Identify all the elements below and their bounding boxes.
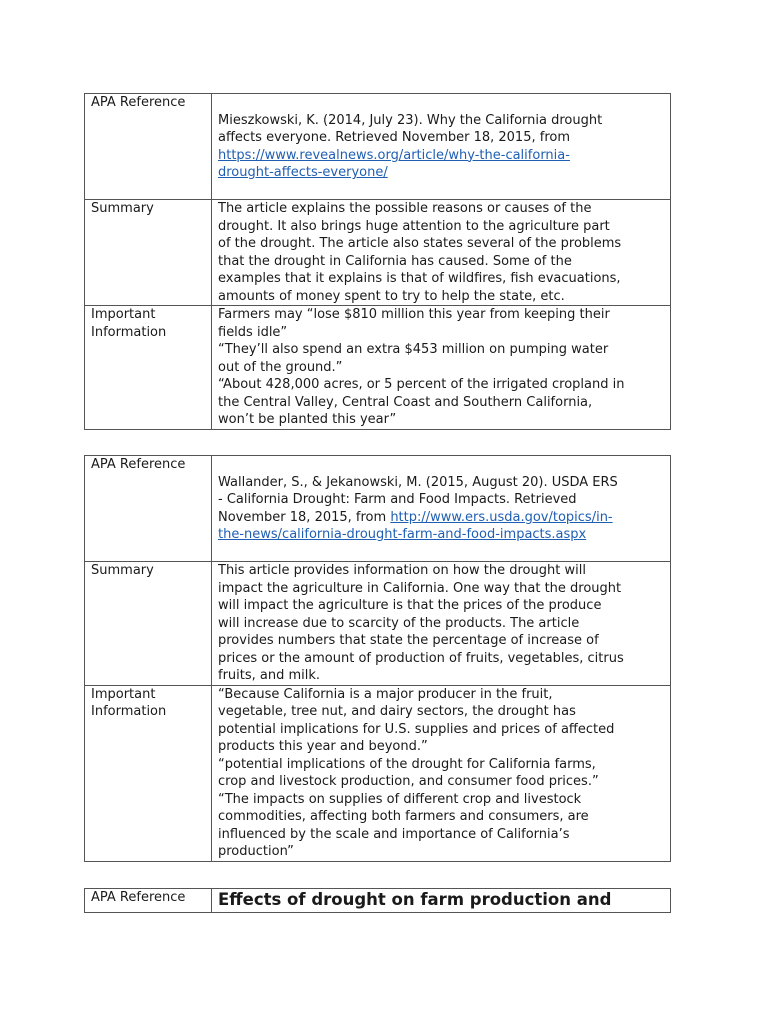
label-text: Summary xyxy=(91,201,154,216)
citation-link[interactable]: http://www.ers.usda.gov/topics/in- xyxy=(390,509,613,525)
citation-link[interactable]: https://www.revealnews.org/article/why-the-california- xyxy=(218,147,570,163)
text-line xyxy=(218,94,664,112)
text-line: the Central Valley, Central Coast and Southern California, xyxy=(218,394,593,410)
important-information-row xyxy=(85,685,671,861)
text-line: out of the ground.” xyxy=(218,359,343,375)
apa-reference-row xyxy=(85,456,671,562)
article-heading xyxy=(212,889,671,913)
summary-row xyxy=(85,200,671,306)
important-information-text xyxy=(212,685,671,861)
text-line: influenced by the scale and importance of California’s xyxy=(218,826,570,842)
row-label xyxy=(85,306,212,430)
text-line: products this year and beyond.” xyxy=(218,739,428,754)
citation-link[interactable]: the-news/california-drought-farm-and-food-impacts.aspx xyxy=(218,527,587,542)
reference-table-2 xyxy=(84,455,671,862)
label-text: APA Reference xyxy=(91,95,186,110)
apa-reference-row xyxy=(85,94,671,200)
text-line: “potential implications of the drought for California farms, xyxy=(218,756,596,772)
text-line: crop and livestock production, and consumer food prices.” xyxy=(218,774,599,789)
apa-reference-row xyxy=(85,889,671,913)
summary-text xyxy=(212,200,671,306)
text-line: “Because California is a major producer in the fruit, xyxy=(218,686,553,702)
row-label xyxy=(85,94,212,200)
label-text: Summary xyxy=(91,563,154,578)
label-text: APA Reference xyxy=(91,890,186,905)
reference-table-1 xyxy=(84,93,671,430)
text-fragment: November 18, 2015, from xyxy=(218,509,391,525)
important-information-text xyxy=(212,306,671,430)
text-line: fruits, and milk. xyxy=(218,668,321,683)
apa-citation xyxy=(212,456,671,562)
label-text: APA Reference xyxy=(91,457,186,472)
text-line: This article provides information on how the drought will xyxy=(218,563,586,578)
text-line: provides numbers that state the percentage of increase of xyxy=(218,633,599,648)
text-line: that the drought in California has caused. Some of the xyxy=(218,253,572,269)
text-line: prices or the amount of production of fruits, vegetables, citrus xyxy=(218,650,624,666)
summary-row xyxy=(85,562,671,686)
text-line: vegetable, tree nut, and dairy sectors, the drought has xyxy=(218,704,576,719)
important-information-row xyxy=(85,306,671,430)
text-line xyxy=(218,456,664,474)
text-line: will impact the agriculture is that the prices of the produce xyxy=(218,598,602,613)
text-line: will increase due to scarcity of the products. The article xyxy=(218,615,580,631)
row-label xyxy=(85,685,212,861)
text-line: of the drought. The article also states several of the problems xyxy=(218,236,622,251)
apa-citation xyxy=(212,94,671,200)
heading-text: Effects of drought on farm production and xyxy=(218,890,612,909)
row-label xyxy=(85,889,212,913)
text-line: Wallander, S., & Jekanowski, M. (2015, August 20). USDA ERS xyxy=(218,474,618,490)
text-line: won’t be planted this year” xyxy=(218,412,397,427)
label-text: Information xyxy=(91,704,167,719)
row-label xyxy=(85,562,212,686)
citation-link[interactable]: drought-affects-everyone/ xyxy=(218,165,388,180)
text-line: production” xyxy=(218,844,294,859)
text-line: drought. It also brings huge attention to the agriculture part xyxy=(218,218,610,234)
text-line: commodities, affecting both farmers and consumers, are xyxy=(218,809,589,824)
reference-table-3 xyxy=(84,888,671,913)
text-line: examples that it explains is that of wildfires, fish evacuations, xyxy=(218,271,621,286)
row-label xyxy=(85,456,212,562)
text-line: “The impacts on supplies of different crop and livestock xyxy=(218,791,582,807)
label-text: Important xyxy=(91,307,156,322)
text-line: Mieszkowski, K. (2014, July 23). Why the California drought xyxy=(218,112,603,128)
summary-text xyxy=(212,562,671,686)
text-line: - California Drought: Farm and Food Impacts. Retrieved xyxy=(218,492,577,507)
text-line: fields idle” xyxy=(218,324,288,340)
text-line: impact the agriculture in California. One way that the drought xyxy=(218,580,622,596)
row-label xyxy=(85,200,212,306)
label-text: Important xyxy=(91,686,156,702)
text-line: “About 428,000 acres, or 5 percent of the irrigated cropland in xyxy=(218,377,625,392)
label-text: Information xyxy=(91,324,167,340)
text-line: affects everyone. Retrieved November 18, 2015, from xyxy=(218,130,570,145)
text-line xyxy=(218,509,664,527)
text-line: The article explains the possible reasons or causes of the xyxy=(218,201,592,216)
text-line: amounts of money spent to try to help the state, etc. xyxy=(218,288,565,304)
text-line: “They’ll also spend an extra $453 million on pumping water xyxy=(218,342,609,357)
text-line: Farmers may “lose $810 million this year from keeping their xyxy=(218,307,610,322)
text-line: potential implications for U.S. supplies and prices of affected xyxy=(218,721,615,737)
